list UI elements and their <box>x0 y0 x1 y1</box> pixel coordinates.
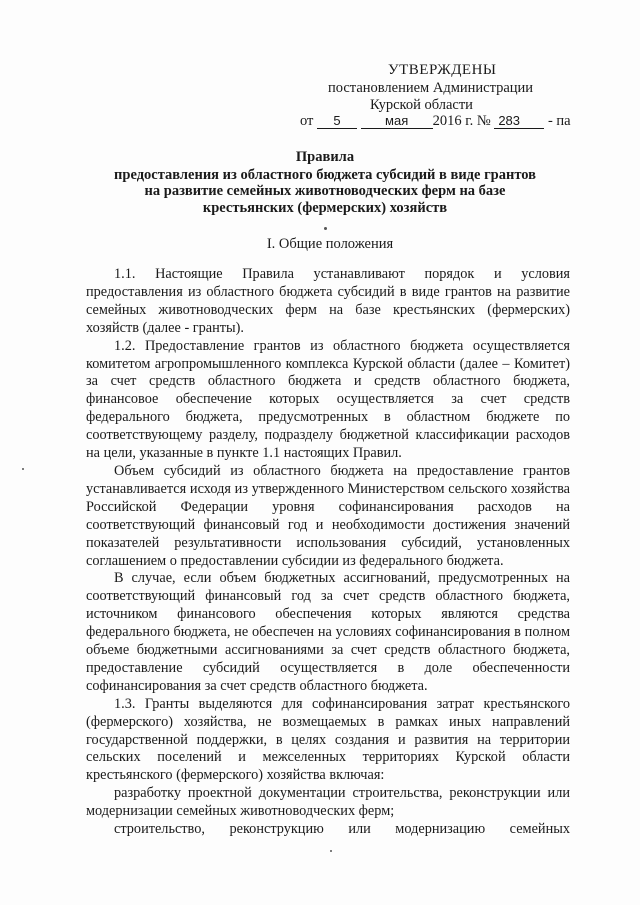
paragraph-insufficient-funds: В случае, если объем бюджетных ассигнований, предусмотренных на соответствующий финансовый год за счет средств областного бюджета, источником финансового обеспечения которых являются средства федерального бюджета, не обеспечен на условиях софинансирования в полном объеме бюджетными ассигнованиями за счет средств областного бюджета, предоставление субсидий осуществляется в доле обеспеченности софинансирования за счет средств областного бюджета. <box>86 570 570 694</box>
paragraph-1-1: 1.1. Настоящие Правила устанавливают порядок и условия предоставления из областного бюджета субсидий в виде грантов на развитие семейных животноводческих ферм на базе крестьянских (фермерских) хозяйств (далее - гранты). <box>86 266 570 336</box>
approval-date-line <box>300 113 570 130</box>
rules-title-line-1: предоставления из областного бюджета субсидий в виде грантов <box>114 166 536 183</box>
rules-title-line-3: крестьянских (фермерских) хозяйств <box>202 199 448 216</box>
section-heading: I. Общие положения <box>266 236 394 252</box>
approval-title: УТВЕРЖДЕНЫ <box>388 62 497 78</box>
rules-title-line-2: на развитие семейных животноводческих ферм на базе <box>144 183 506 199</box>
date-day: 5 <box>317 114 357 129</box>
approval-region: Курской области <box>370 97 473 113</box>
date-year: 2016 г. № <box>432 113 491 129</box>
rules-title-main: Правила <box>295 149 355 165</box>
paragraph-1-2: 1.2. Предоставление грантов из областного бюджета осуществляется комитетом агропромышленного комплекса Курской области (далее – Комитет) за счет средств областного бюджета и средств областного бюджета, финансовое обеспечение которых осуществляется за счет средств федерального бюджета, предусмотренных в областном бюджете по соответствующему разделу, подразделу бюджетной классификации расходов на цели, указанные в пункте 1.1 настоящих Правил. <box>86 337 570 462</box>
list-item-design-docs: разработку проектной документации строительства, реконструкции или модернизации семейных животноводческих ферм; <box>86 785 570 820</box>
scan-speck <box>324 227 327 230</box>
paragraph-subsidy-volume: Объем субсидий из областного бюджета на предоставление грантов устанавливается исходя из утвержденного Министерством сельского хозяйства Российской Федерации уровня софинансирования расходов на соответствующий финансовый год и необходимости достижения значений показателей результативности использования субсидий, установленных соглашением о предоставлении субсидии из федерального бюджета. <box>86 462 570 569</box>
approval-issuer: постановлением Администрации <box>328 80 534 96</box>
date-prefix: от <box>300 113 314 129</box>
decree-suffix: - па <box>547 113 571 129</box>
scan-speck <box>330 850 332 852</box>
decree-number: 283 <box>494 114 544 129</box>
scan-speck <box>22 468 24 470</box>
date-month: мая <box>361 114 433 129</box>
rules-title <box>40 149 610 216</box>
list-item-construction: строительство, реконструкцию или модернизацию семейных <box>114 821 570 838</box>
document-body <box>86 266 570 839</box>
paragraph-1-3: 1.3. Гранты выделяются для софинансирования затрат крестьянского (фермерского) хозяйства, не возмещаемых в рамках иных направлений государственной поддержки, в целях создания и развития на территории сельских поселений и межселенных территориях Курской области крестьянского (фермерского) хозяйства включая: <box>86 695 570 784</box>
